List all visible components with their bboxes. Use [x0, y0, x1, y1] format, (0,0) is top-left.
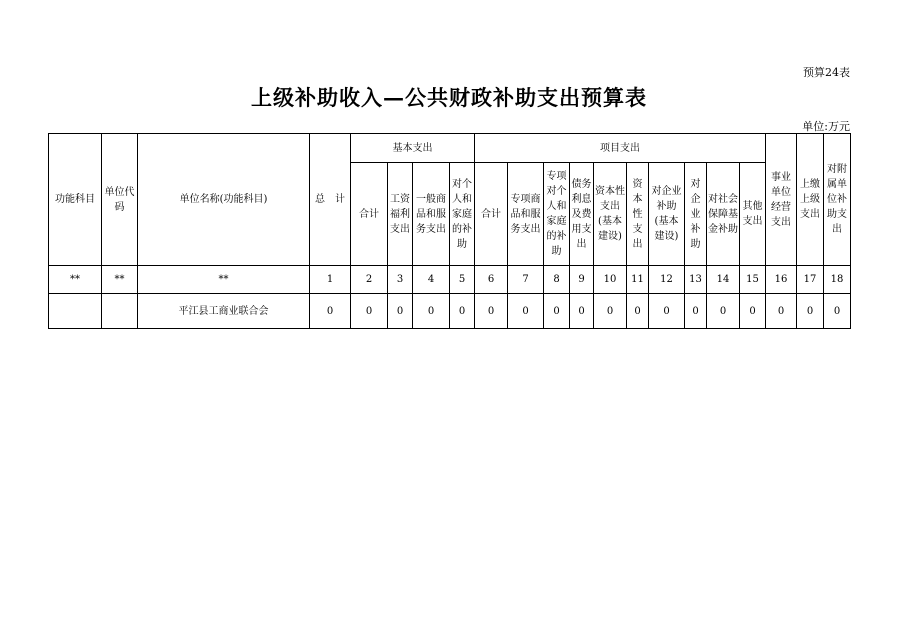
col-func-subject: 功能科目	[49, 134, 102, 266]
index-cell: 15	[740, 266, 766, 294]
value-cell: 0	[824, 294, 851, 329]
value-cell: 0	[627, 294, 649, 329]
index-cell: 12	[649, 266, 685, 294]
col-basic-goods: 一般商品和服务支出	[413, 163, 450, 266]
index-cell: **	[102, 266, 138, 294]
value-cell: 0	[707, 294, 740, 329]
value-cell: 0	[797, 294, 824, 329]
row-func-subject	[49, 294, 102, 329]
value-cell: 0	[649, 294, 685, 329]
index-cell: 17	[797, 266, 824, 294]
col-unit-code: 单位代码	[102, 134, 138, 266]
index-cell: 2	[351, 266, 388, 294]
col-project-capital-build: 资本性支出(基本建设)	[594, 163, 627, 266]
col-affiliated: 对附属单位补助支出	[824, 134, 851, 266]
index-cell: 3	[388, 266, 413, 294]
value-cell: 0	[740, 294, 766, 329]
index-cell: 7	[508, 266, 544, 294]
col-project-debt: 债务利息及费用支出	[570, 163, 594, 266]
col-upper: 上缴上级支出	[797, 134, 824, 266]
row-unit-name: 平江县工商业联合会	[138, 294, 310, 329]
col-project-capital: 资本性支出	[627, 163, 649, 266]
col-project-other: 其他支出	[740, 163, 766, 266]
value-cell: 0	[475, 294, 508, 329]
index-cell: 10	[594, 266, 627, 294]
index-cell: 14	[707, 266, 740, 294]
value-cell: 0	[388, 294, 413, 329]
row-unit-code	[102, 294, 138, 329]
col-project-goods: 专项商品和服务支出	[508, 163, 544, 266]
value-cell: 0	[766, 294, 797, 329]
budget-table	[48, 133, 851, 329]
value-cell: 0	[310, 294, 351, 329]
index-cell: 6	[475, 266, 508, 294]
col-business: 事业单位经营支出	[766, 134, 797, 266]
index-cell: 16	[766, 266, 797, 294]
col-total: 总 计	[310, 134, 351, 266]
col-project-enterprise-build: 对企业补助(基本建设)	[649, 163, 685, 266]
group-project: 项目支出	[475, 134, 766, 163]
value-cell: 0	[508, 294, 544, 329]
col-project-subtotal: 合计	[475, 163, 508, 266]
value-cell: 0	[594, 294, 627, 329]
header-row-1	[49, 134, 851, 163]
index-cell: 5	[450, 266, 475, 294]
col-project-enterprise: 对企业补助	[685, 163, 707, 266]
index-row	[49, 266, 851, 294]
col-basic-subtotal: 合计	[351, 163, 388, 266]
index-cell: 9	[570, 266, 594, 294]
index-cell: 11	[627, 266, 649, 294]
col-unit-name: 单位名称(功能科目)	[138, 134, 310, 266]
col-project-personal: 专项对个人和家庭的补助	[544, 163, 570, 266]
value-cell: 0	[351, 294, 388, 329]
index-cell: 4	[413, 266, 450, 294]
col-project-social: 对社会保障基金补助	[707, 163, 740, 266]
value-cell: 0	[413, 294, 450, 329]
index-cell: **	[49, 266, 102, 294]
index-cell: 13	[685, 266, 707, 294]
index-cell: 1	[310, 266, 351, 294]
value-cell: 0	[685, 294, 707, 329]
group-basic: 基本支出	[351, 134, 475, 163]
page-title: 上级补助收入—公共财政补助支出预算表	[251, 85, 647, 110]
col-basic-personal: 对个人和家庭的补助	[450, 163, 475, 266]
index-cell: 8	[544, 266, 570, 294]
table-row	[49, 294, 851, 329]
col-basic-wages: 工资福利支出	[388, 163, 413, 266]
table-number-label: 预算24表	[803, 66, 850, 79]
unit-label: 单位:万元	[802, 120, 850, 133]
value-cell: 0	[544, 294, 570, 329]
index-cell: **	[138, 266, 310, 294]
value-cell: 0	[450, 294, 475, 329]
index-cell: 18	[824, 266, 851, 294]
value-cell: 0	[570, 294, 594, 329]
